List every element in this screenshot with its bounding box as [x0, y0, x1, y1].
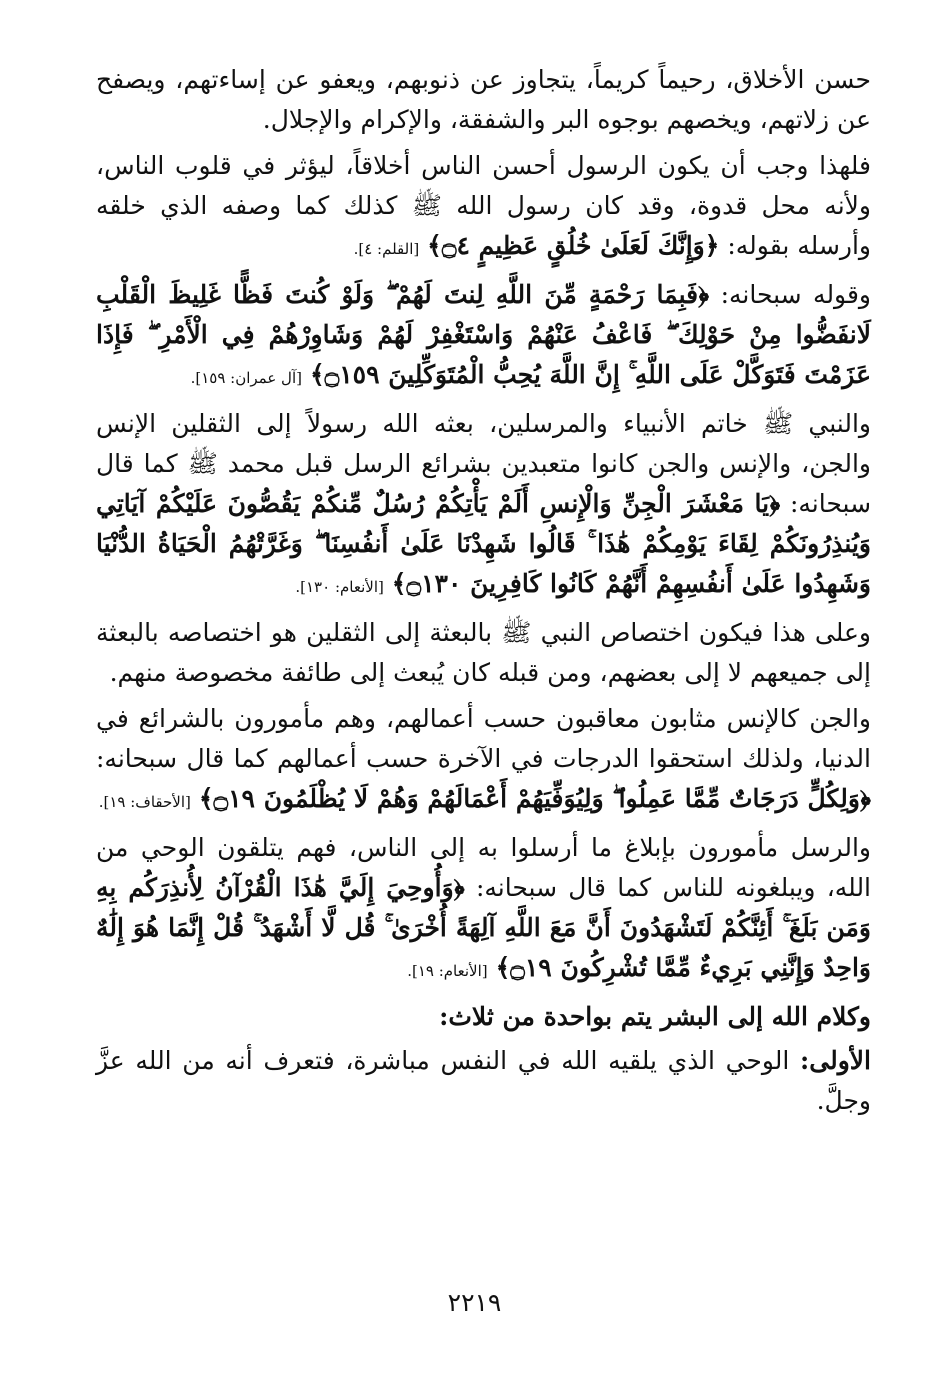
quran-verse: ﴿وَأُوحِيَ إِلَيَّ هَٰذَا الْقُرْآنُ لِأُنذِرَكُم بِهِ وَمَن بَلَغَ ۚ أَئِنَّكُمْ لَتَشْهَدُونَ أَنَّ مَعَ اللَّهِ آلِهَةً أُخْرَىٰ ۚ قُل لَّا أَشْهَدُ ۚ قُلْ إِنَّمَا هُوَ إِلَٰهٌ وَاحِدٌ وَإِنَّنِي بَرِيءٌ مِّمَّا تُشْرِكُونَ ۝١٩﴾	[96, 873, 871, 982]
paragraph-lead: الأولى:	[800, 1046, 871, 1075]
verse-reference: [القلم: ٤].	[353, 240, 420, 258]
verse-reference: [الأحقاف: ١٩].	[98, 793, 191, 811]
verse-reference: [آل عمران: ١٥٩].	[190, 369, 302, 387]
paragraph-4	[96, 404, 871, 607]
paragraph-3	[96, 275, 871, 398]
page-body	[96, 60, 871, 1127]
section-heading: وكلام الله إلى البشر يتم بواحدة من ثلاث:	[439, 1002, 871, 1031]
paragraph-text: والجن كالإنس مثابون معاقبون حسب أعمالهم، وهم مأمورون بالشرائع في الدنيا، ولذلك استحقوا الدرجات في الآخرة حسب أعمالهم كما قال سبحانه:	[96, 704, 871, 773]
page-number: ٢٢١٩	[447, 1288, 502, 1317]
quran-verse: ﴿وَإِنَّكَ لَعَلَىٰ خُلُقٍ عَظِيمٍ ۝٤﴾	[427, 231, 720, 260]
verse-reference: [الأنعام: ١٩].	[407, 962, 488, 980]
paragraph-text: فلهذا وجب أن يكون الرسول أحسن الناس أخلاقاً، ليؤثر في قلوب الناس، ولأنه محل قدوة، وقد كان رسول الله ﷺ كذلك كما وصفه الذي خلقه وأرسله بقوله:	[96, 151, 871, 260]
quran-verse: ﴿فَبِمَا رَحْمَةٍ مِّنَ اللَّهِ لِنتَ لَهُمْ ۖ وَلَوْ كُنتَ فَظًّا غَلِيظَ الْقَلْبِ لَانفَضُّوا مِنْ حَوْلِكَ ۖ فَاعْفُ عَنْهُمْ وَاسْتَغْفِرْ لَهُمْ وَشَاوِرْهُمْ فِي الْأَمْرِ ۖ فَإِذَا عَزَمْتَ فَتَوَكَّلْ عَلَى اللَّهِ ۚ إِنَّ اللَّهَ يُحِبُّ الْمُتَوَكِّلِينَ ۝١٥٩﴾	[96, 280, 871, 389]
paragraph-text: وعلى هذا فيكون اختصاص النبي ﷺ بالبعثة إلى الثقلين هو اختصاصه بالبعثة إلى جميعهم لا إلى بعضهم، ومن قبله كان يُبعث إلى طائفة مخصوصة منهم.	[96, 618, 871, 687]
paragraph-5	[96, 613, 871, 693]
paragraph-7	[96, 828, 871, 991]
paragraph-text: حسن الأخلاق، رحيماً كريماً، يتجاوز عن ذنوبهم، ويعفو عن إساءتهم، ويصفح عن زلاتهم، ويخصهم بوجوه البر والشفقة، والإكرام والإجلال.	[96, 65, 871, 134]
paragraph-text: وقوله سبحانه:	[720, 280, 871, 309]
quran-verse: ﴿يَا مَعْشَرَ الْجِنِّ وَالْإِنسِ أَلَمْ يَأْتِكُمْ رُسُلٌ مِّنكُمْ يَقُصُّونَ عَلَيْكُمْ آيَاتِي وَيُنذِرُونَكُمْ لِقَاءَ يَوْمِكُمْ هَٰذَا ۚ قَالُوا شَهِدْنَا عَلَىٰ أَنفُسِنَا ۖ وَغَرَّتْهُمُ الْحَيَاةُ الدُّنْيَا وَشَهِدُوا عَلَىٰ أَنفُسِهِمْ أَنَّهُمْ كَانُوا كَافِرِينَ ۝١٣٠﴾	[96, 489, 871, 598]
quran-verse: ﴿وَلِكُلٍّ دَرَجَاتٌ مِّمَّا عَمِلُوا ۖ وَلِيُوَفِّيَهُمْ أَعْمَالَهُمْ وَهُمْ لَا يُظْلَمُونَ ۝١٩﴾	[198, 784, 871, 813]
paragraph-text: والنبي ﷺ خاتم الأنبياء والمرسلين، بعثه الله رسولاً إلى الثقلين الإنس والجن، والإنس والجن كانوا متعبدين بشرائع الرسل قبل محمد ﷺ كما قال سبحانه:	[96, 409, 872, 518]
paragraph-text: والرسل مأمورون بإبلاغ ما أرسلوا به إلى الناس، فهم يتلقون الوحي من الله، ويبلغونه للناس كما قال سبحانه:	[96, 833, 872, 902]
paragraph-2	[96, 146, 871, 269]
paragraph-text: الوحي الذي يلقيه الله في النفس مباشرة، فتعرف أنه من الله عزَّ وجلَّ.	[96, 1046, 871, 1115]
paragraph-6	[96, 699, 871, 822]
verse-reference: [الأنعام: ١٣٠].	[295, 578, 384, 596]
paragraph-last	[96, 1041, 871, 1121]
paragraph-1	[96, 60, 871, 140]
